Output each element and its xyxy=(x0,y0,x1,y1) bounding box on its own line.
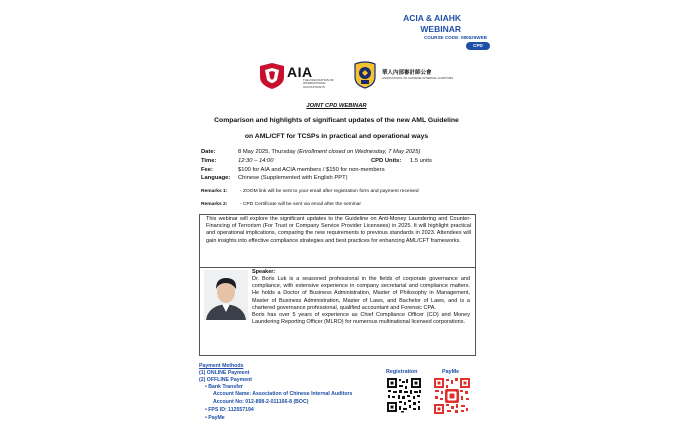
speaker-bio-paragraph1: Dr. Boris Luk is a seasoned professional in the fields of corporate governance and compliance, with extensive experience in company secretarial and compliance matters. He holds a Doctor of Business Administration, Master of Philosophy in Management, Master of Business Administration, Master of Laws, and Bachelor of Laws, and is a chartered governance professional, qualified accountant and Forensic CPA. xyxy=(252,276,470,311)
date-label: Date: xyxy=(201,149,216,155)
remarks1-value: - ZOOM link will be sent to your email after registration form and payment received xyxy=(240,189,419,194)
speaker-label: Speaker: xyxy=(252,269,276,275)
enrollment-note: (Enrollment closed on Wednesday, 7 May 2025) xyxy=(297,149,421,155)
cpd-badge: CPD xyxy=(466,42,490,50)
aia-logo-subtitle: THE ASSOCIATION OF INTERNATIONAL ACCOUNTANTS xyxy=(303,78,334,89)
speaker-bio xyxy=(252,276,470,326)
header-line1: ACIA & AIAHK xyxy=(403,13,461,23)
remarks1-label: Remarks 1: xyxy=(201,189,228,194)
language-value: Chinese (Supplemented with English PPT) xyxy=(238,175,348,181)
payme-qr-label: PayMe xyxy=(442,369,460,375)
acia-seal-icon xyxy=(352,61,378,89)
account-name: Account Name: Association of Chinese Internal Auditors xyxy=(213,391,353,397)
payme-qr-code[interactable] xyxy=(433,377,471,415)
cpd-units-value: 1.5 units xyxy=(410,158,432,164)
acia-logo-chinese: 華人內部審計師公會 xyxy=(382,70,432,76)
course-code: COURSE CODE: 080525WEB xyxy=(423,35,487,40)
offline-payment: (2) OFFLINE Payment xyxy=(199,377,253,383)
speaker-photo xyxy=(204,270,248,320)
registration-qr-code[interactable] xyxy=(386,377,422,413)
aia-shield-icon xyxy=(258,63,286,89)
event-title-line1: Comparison and highlights of significant updates of the new AML Guideline xyxy=(214,117,459,124)
time-label: Time: xyxy=(201,158,217,164)
time-value: 12:30 – 14:00 xyxy=(238,158,274,164)
acia-logo-english: ASSOCIATION OF CHINESE INTERNAL AUDITORS xyxy=(382,76,454,80)
bank-transfer: • Bank Transfer xyxy=(205,384,243,390)
date-text: 8 May 2025, Thursday xyxy=(238,149,296,155)
payment-methods-heading: Payment Methods xyxy=(199,363,244,369)
cpd-units-label: CPD Units: xyxy=(371,158,402,164)
aia-logo-text: AIA xyxy=(287,64,313,80)
fee-label: Fee: xyxy=(201,167,213,173)
webinar-description: This webinar will explore the significant updates to the Guideline on Anti-Money Laundering and Counter-Financing of Terrorism (For Trust or Company Service Provider Licensees) in 2025. It will highlight practical and operational implications, comparing the new requirements to previous standards in 2023. Attendees will gain insights into effective compliance strategies and best practices for enhancing AML/CFT frameworks. xyxy=(206,216,471,244)
language-label: Language: xyxy=(201,175,231,181)
registration-qr-label: Registration xyxy=(386,369,418,375)
remarks2-label: Remarks 2: xyxy=(201,202,228,207)
payme-method: • PayMe xyxy=(205,415,225,421)
account-number: Account No: 012-898-2-011166-8 (BOC) xyxy=(213,399,309,405)
joint-webinar-heading: JOINT CPD WEBINAR xyxy=(306,103,367,109)
online-payment: (1) ONLINE Payment xyxy=(199,370,250,376)
header-line2: WEBINAR xyxy=(420,24,461,34)
speaker-bio-paragraph2: Boris has over 5 years of experience as Chief Compliance Officer (CO) and Money Laundering Reporting Officer (MLRO) for numerous multinational licensed corporations. xyxy=(252,312,470,326)
fee-value: $100 for AIA and ACIA members / $150 for non-members xyxy=(238,167,385,173)
date-value xyxy=(238,149,420,155)
fps-id: • FPS ID: 112557194 xyxy=(205,407,254,413)
event-title-line2: on AML/CFT for TCSPs in practical and operational ways xyxy=(244,133,429,140)
remarks2-value: - CPD Certificate will be sent via email after the seminar xyxy=(240,202,361,207)
